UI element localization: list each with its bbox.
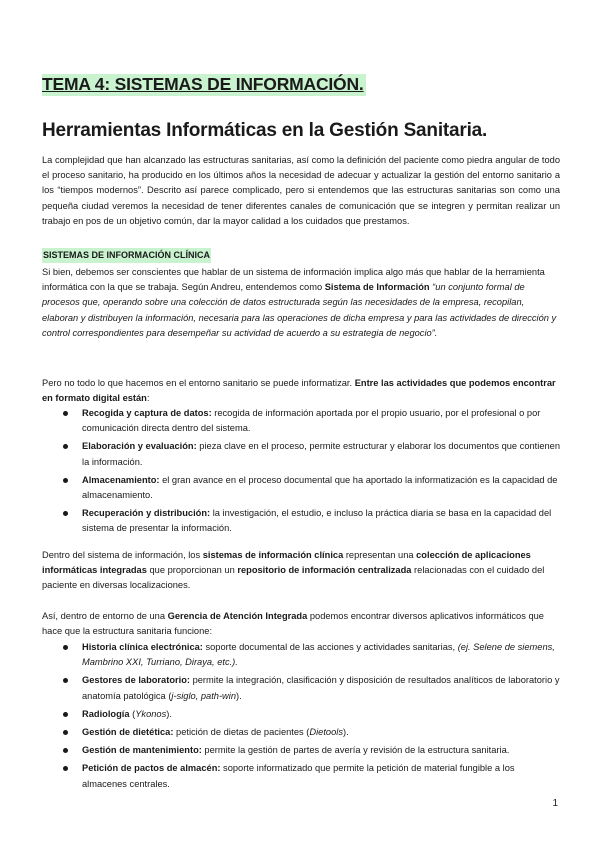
activities-intro-colon: :	[146, 393, 150, 404]
activities-intro-text: Pero no todo lo que hacemos en el entorno sanitario se puede informatizar.	[42, 378, 355, 388]
activities-intro-bold: Entre las actividades que podemos encontrar en formato digital están	[42, 378, 556, 404]
app-italic: Dietools	[309, 727, 343, 738]
list-item	[82, 439, 560, 469]
app-text: permite la gestión de partes de avería y revisión de la estructura sanitaria.	[201, 745, 510, 756]
section-heading: SISTEMAS DE INFORMACIÓN CLÍNICA	[42, 248, 211, 263]
app-term: Petición de pactos de almacén:	[82, 763, 221, 774]
app-tail: ).	[342, 727, 349, 738]
app-italic: (ej. Selene de siemens, Mambrino XXI, Turriano, Diraya, etc.).	[82, 642, 555, 668]
list-item-term: Elaboración y evaluación:	[82, 441, 197, 452]
document-title: TEMA 4: SISTEMAS DE INFORMACIÓN.	[42, 74, 364, 94]
app-term: Historia clínica electrónica:	[82, 642, 203, 652]
definition-term: Sistema de Información	[324, 282, 430, 293]
list-item	[82, 673, 560, 703]
apps-list-wrapper	[42, 640, 560, 792]
app-tail: ).	[236, 690, 242, 701]
section-heading-wrapper	[42, 248, 560, 263]
list-item-text: la investigación, el estudio, e incluso la práctica diaria se basa en la capacidad del sistema de presentar la información.	[82, 508, 552, 534]
definition-text: Si bien, debemos ser conscientes que hablar de un sistema de información implica algo más que hablar de la herramienta informática con la que se trabaja. Según Andreu, entendemos como	[42, 267, 545, 293]
list-item-text: el gran avance en el proceso documental que ha aportado la informatización es la capacidad de almacenamiento.	[82, 474, 558, 501]
list-item	[82, 473, 560, 503]
definition-quote: “un conjunto formal de procesos que, operando sobre una colección de datos estructurada según las necesidades de la empresa, recopilan, elaboran y distribuyen la información, necesaria para las operaciones de dicha empresa y para las actividades de dirección y control correspondientes para desempeñar su actividad de acuerdo a su estrategia de negocio”.	[42, 282, 557, 338]
app-term: Gestión de mantenimiento:	[82, 745, 202, 756]
app-italic: Ykonos	[135, 708, 167, 719]
app-text: soporte documental de las acciones y actividades sanitarias,	[202, 642, 458, 652]
list-item	[82, 725, 560, 740]
p3-text: que proporcionan un	[146, 565, 238, 576]
list-item-term: Almacenamiento:	[82, 474, 160, 485]
app-italic: j-siglo, path-win	[171, 690, 237, 701]
apps-list	[42, 640, 560, 792]
section-subtitle: Herramientas Informáticas en la Gestión Sanitaria.	[42, 120, 488, 141]
list-item	[82, 640, 560, 670]
app-text: petición de dietas de pacientes (	[173, 727, 310, 738]
p3-bold-3: repositorio de información centralizada	[237, 565, 412, 576]
clinical-systems-paragraph	[42, 548, 560, 594]
list-item	[82, 506, 560, 536]
p3-bold-2: colección de aplicaciones informáticas integradas	[42, 550, 531, 576]
app-term: Radiología	[82, 708, 130, 719]
p3-bold-1: sistemas de información clínica	[202, 550, 344, 560]
p3-text: Dentro del sistema de información, los	[42, 550, 203, 560]
activities-list-wrapper	[42, 406, 560, 537]
p4-bold: Gerencia de Atención Integrada	[167, 611, 308, 621]
p3-text: relacionadas con el cuidado del paciente en diversas localizaciones.	[42, 565, 545, 591]
list-item	[82, 743, 560, 758]
app-term: Gestión de dietética:	[82, 727, 174, 738]
activities-list	[42, 406, 560, 537]
list-item-text: recogida de información aportada por el propio usuario, por el profesional o por comunicación directa dentro del sistema.	[82, 408, 541, 434]
list-item-text: pieza clave en el proceso, permite estructurar y elaborar los documentos que contienen la información.	[82, 441, 560, 467]
app-text: soporte informatizado que permite la petición de material fungible a los almacenes centrales.	[82, 763, 515, 789]
list-item-term: Recuperación y distribución:	[82, 508, 211, 519]
app-term: Gestores de laboratorio:	[82, 675, 190, 686]
list-item-term: Recogida y captura de datos:	[82, 408, 212, 418]
activities-intro	[42, 376, 560, 406]
app-text: permite la integración, clasificación y disposición de resultados analíticos de laboratorio y anatomía patológica (	[82, 675, 560, 701]
p4-text: podemos encontrar diversos aplicativos informáticos que hace que la estructura sanitaria funcione:	[42, 611, 544, 637]
app-text: (	[129, 708, 136, 719]
intro-paragraph: La complejidad que han alcanzado las estructuras sanitarias, así como la definición del paciente como piedra angular de todo el proceso sanitario, ha producido en los últimos años la necesidad de adecuar y actualizar la gestión del entorno sanitario a los “tiempos modernos”. Descrito así parece complicado, pero si entendemos que las estructuras sanitarias son como una pequeña ciudad veremos la necesidad de tener diferentes canales de comunicación que se integren y permitan realizar un trabajo en pos de un objetivo común, dar la mayor calidad a los cuidados que prestamos.	[42, 155, 560, 226]
p4-text: Así, dentro de entorno de una	[42, 611, 168, 621]
list-item	[82, 761, 560, 791]
p3-text: representan una	[343, 550, 417, 560]
app-tail: ).	[166, 708, 172, 719]
integrated-care-paragraph	[42, 609, 560, 639]
list-item	[82, 707, 560, 722]
definition-paragraph	[42, 265, 560, 341]
list-item	[82, 406, 560, 436]
page-number: 1	[552, 798, 558, 809]
